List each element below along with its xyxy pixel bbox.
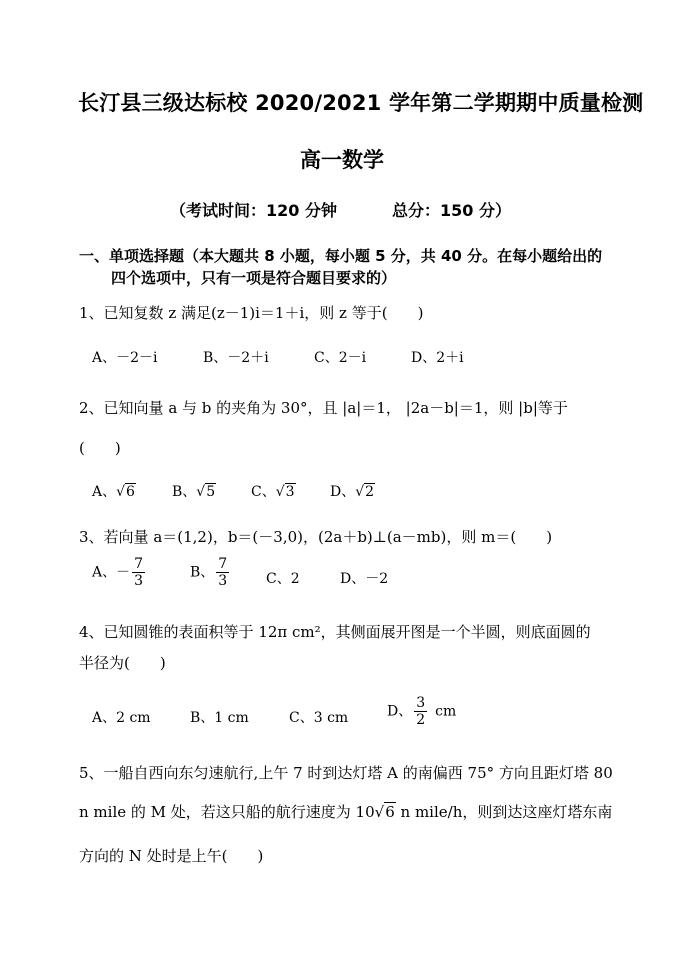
question-stem: 已知复数 z 满足(z－1)i＝1＋i，则 z 等于( )	[103, 304, 424, 322]
exam-title: 长汀县三级达标校 2020/2021 学年第二学期期中质量检测	[78, 91, 644, 115]
question-number: 2、	[79, 399, 104, 417]
q2-option-a: A、√6	[92, 484, 135, 500]
q1-option-b: B、－2＋i	[203, 350, 269, 366]
q1-option-a: A、－2－i	[92, 350, 158, 366]
q4-option-b: B、1 cm	[190, 710, 249, 726]
q2-option-d-radicand: 2	[365, 484, 375, 500]
q3-option-d: D、－2	[340, 571, 389, 587]
question-number: 4、	[79, 623, 104, 641]
q2-option-c-radicand: 3	[285, 484, 295, 500]
exam-total-score: 总分：150 分）	[392, 201, 511, 220]
section-heading: 一、单项选择题（本大题共 8 小题，每小题 5 分，共 40 分。在每小题给出的	[79, 247, 603, 265]
q4-option-d: D、 $\frac{3}{2}$ cm	[387, 695, 457, 728]
question-stem: 一船自西向东匀速航行,上午 7 时到达灯塔 A 的南偏西 75° 方向且距灯塔 80	[103, 764, 613, 782]
question-2	[79, 397, 568, 418]
question-number: 1、	[79, 304, 104, 322]
question-1	[79, 302, 423, 323]
question-4	[79, 621, 591, 642]
exam-subject: 高一数学	[300, 148, 384, 172]
q3-option-a: A、－ $\frac{7}{3}$	[92, 556, 144, 589]
question-number: 5、	[79, 764, 104, 782]
q2-option-b-radicand: 5	[206, 484, 216, 500]
question-stem: 已知向量 a 与 b 的夹角为 30°，且 |a|＝1， |2a－b|＝1，则 |b|等于	[103, 399, 568, 417]
question-2-paren: ( )	[79, 439, 121, 457]
question-5	[79, 762, 613, 783]
question-5-line2: n mile 的 M 处，若这只船的航行速度为 10√6 n mile/h，则到达这座灯塔东南	[79, 803, 613, 821]
exam-time: （考试时间：120 分钟	[170, 201, 337, 220]
section-heading-cont: 四个选项中，只有一项是符合题目要求的）	[111, 269, 397, 287]
question-number: 3、	[79, 528, 104, 546]
q1-option-c: C、2－i	[314, 350, 367, 366]
q2-option-c: C、√3	[251, 484, 295, 500]
q1-option-d: D、2＋i	[411, 350, 464, 366]
question-stem: 若向量 a＝(1,2)，b＝(－3,0)，(2a＋b)⊥(a－mb)，则 m＝( )	[103, 528, 553, 546]
q4-option-c: C、3 cm	[289, 710, 349, 726]
q4-option-a: A、2 cm	[92, 710, 151, 726]
q2-option-b: B、√5	[172, 484, 216, 500]
q2-option-d: D、√2	[330, 484, 375, 500]
q3-option-c: C、2	[266, 571, 300, 587]
q2-option-a-radicand: 6	[126, 484, 135, 500]
q3-option-b: B、 $\frac{7}{3}$	[190, 556, 228, 589]
question-stem: 已知圆锥的表面积等于 12π cm²，其侧面展开图是一个半圆，则底面圆的	[103, 623, 591, 641]
question-5-line3: 方向的 N 处时是上午( )	[79, 847, 264, 865]
question-3	[79, 526, 552, 547]
question-4-cont: 半径为( )	[79, 654, 166, 672]
